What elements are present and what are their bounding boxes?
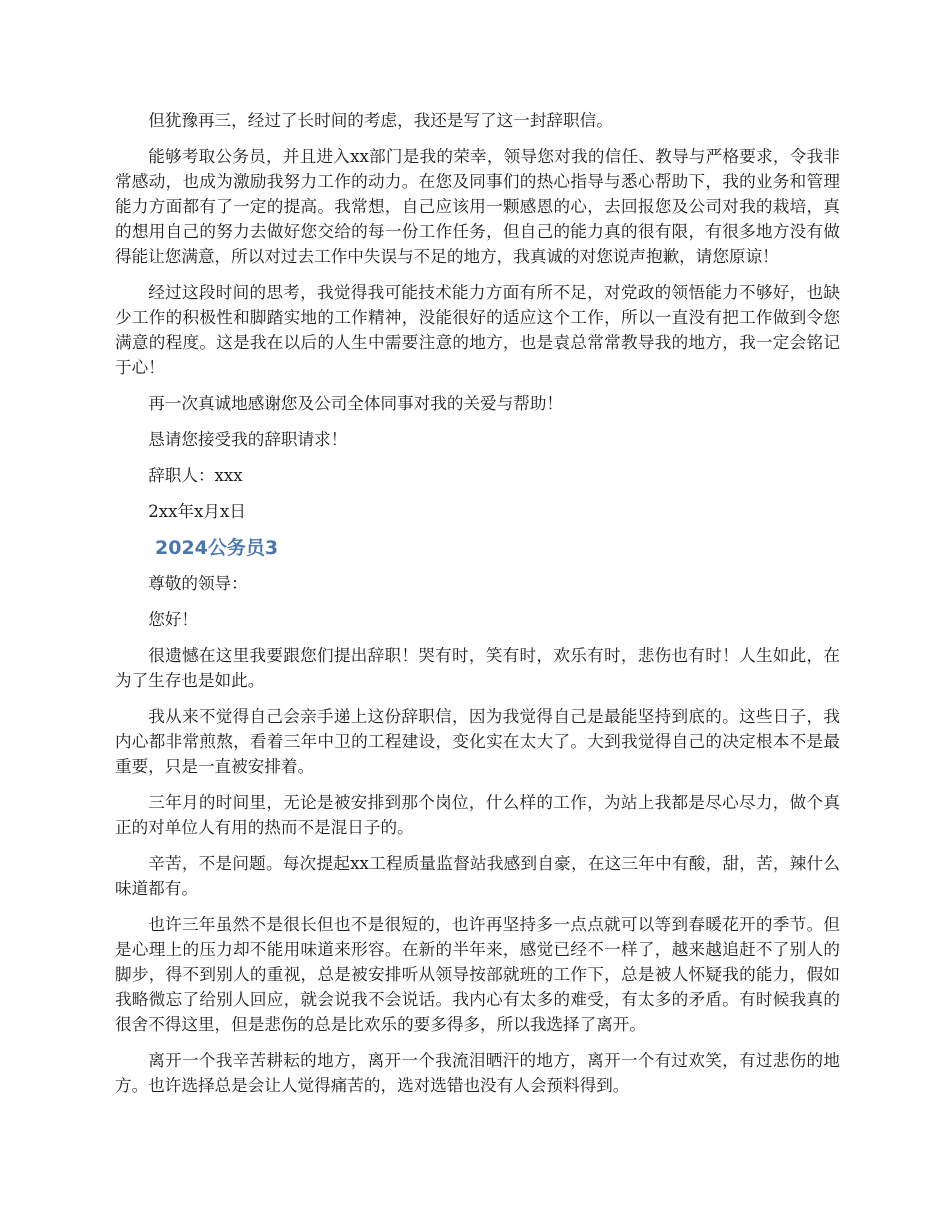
paragraph-pressure: 也许三年虽然不是很长但也不是很短的，也许再坚持多一点点就可以等到春暖花开的季节。但是心理上的压力却不能用味道来形容。在新的半年来，感觉已经不一样了，越来越追赶不了别人的脚步，得不到别人的重视，总是被安排听从领导按部就班的工作下，总是被人怀疑我的能力，假如我略微忘了给别人回应，就会说我不会说话。我内心有太多的难受，有太多的矛盾。有时候我真的很舍不得这里，但是悲伤的总是比欢乐的要多得多，所以我选择了离开。 bbox=[115, 915, 840, 1034]
paragraph-announcement: 很遗憾在这里我要跟您们提出辞职！哭有时，笑有时，欢乐有时，悲伤也有时！人生如此，在为了生存也是如此。 bbox=[115, 646, 840, 690]
paragraph-struggle: 我从来不觉得自己会亲手递上这份辞职信，因为我觉得自己是最能坚持到底的。这些日子，我内心都非常煎熬，看着三年中卫的工程建设，变化实在太大了。大到我觉得自己的决定根本不是最重要，只是一直被安排着。 bbox=[115, 707, 840, 776]
paragraph-hardship: 辛苦，不是问题。每次提起xx工程质量监督站我感到自豪，在这三年中有酸，甜，苦，辣什么味道都有。 bbox=[115, 854, 840, 898]
date-line: 2xx年x月x日 bbox=[148, 502, 246, 521]
salutation: 尊敬的领导： bbox=[148, 574, 248, 593]
paragraph-thanks: 再一次真诚地感谢您及公司全体同事对我的关爱与帮助！ bbox=[148, 394, 564, 413]
paragraph-hesitation: 但犹豫再三，经过了长时间的考虑，我还是写了这一封辞职信。 bbox=[148, 111, 613, 130]
paragraph-gratitude-for-position: 能够考取公务员，并且进入xx部门是我的荣幸，领导您对我的信任、教导与严格要求，令我非常感动，也成为激励我努力工作的动力。在您及同事们的热心指导与悉心帮助下，我的业务和管理能力方面都有了一定的提高。我常想，自己应该用一颗感恩的心，去回报您及公司对我的栽培，真的想用自己的努力去做好您交给的每一份工作任务，但自己的能力真的很有限，有很多地方没有做得能让您满意，所以对过去工作中失误与不足的地方，我真诚的对您说声抱歉，请您原谅！ bbox=[115, 147, 840, 266]
paragraph-dedication: 三年月的时间里，无论是被安排到那个岗位，什么样的工作，为站上我都是尽心尽力，做个真正的对单位人有用的热而不是混日子的。 bbox=[115, 793, 840, 837]
paragraph-leaving: 离开一个我辛苦耕耘的地方，离开一个我流泪晒汗的地方，离开一个有过欢笑，有过悲伤的地方。也许选择总是会让人觉得痛苦的，选对选错也没有人会预料得到。 bbox=[115, 1051, 840, 1095]
section-heading: 2024公务员3 bbox=[155, 537, 279, 559]
greeting: 您好！ bbox=[148, 610, 198, 629]
signature-line: 辞职人：xxx bbox=[148, 466, 243, 485]
document-body bbox=[115, 108, 840, 1109]
paragraph-self-reflection: 经过这段时间的思考，我觉得我可能技术能力方面有所不足，对党政的领悟能力不够好，也缺少工作的积极性和脚踏实地的工作精神，没能很好的适应这个工作，所以一直没有把工作做到令您满意的程度。这是我在以后的人生中需要注意的地方，也是袁总常常教导我的地方，我一定会铭记于心！ bbox=[115, 283, 840, 377]
paragraph-request: 恳请您接受我的辞职请求！ bbox=[148, 430, 348, 449]
